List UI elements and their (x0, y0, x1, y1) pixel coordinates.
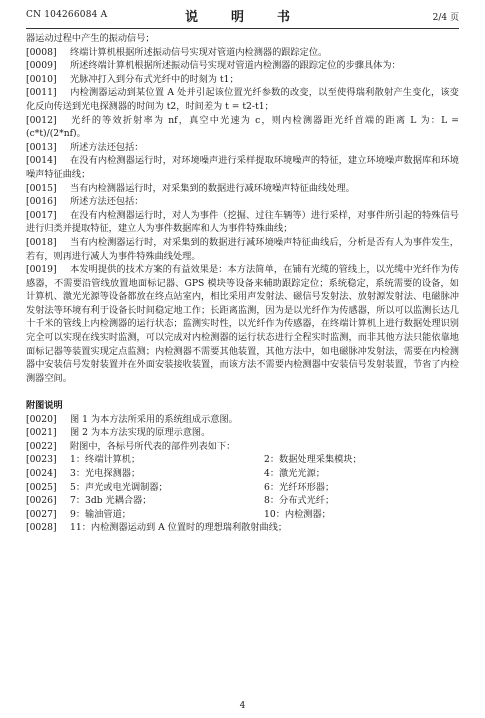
part-label: 8：分布式光纤； (264, 495, 335, 507)
part-label: 6：光纤环形器； (264, 481, 335, 493)
paragraph-number: [0009] (26, 60, 57, 72)
paragraph-text: 在没有内检测器运行时，对环境噪声进行采样提取环境噪声的特征，建立环境噪声数据库和环境噪声特征曲线； (26, 155, 459, 180)
section-gap (26, 385, 459, 399)
drawings-heading: 附图说明 (26, 400, 63, 412)
paragraph-text: 当有内检测器运行时，对采集到的数据进行减环境噪声特征曲线后，分析是否有人为事件发生，若有，则再进行减人为事件特殊曲线处理。 (26, 236, 459, 262)
paragraph-text: 所述方法还包括： (70, 141, 144, 153)
paragraph-text: 在没有内检测器运行时，对人为事件（挖掘、过往车辆等）进行采样，对事件所引起的特殊信号进行归类并提取特征，建立人为事件数据库和人为事件特殊曲线； (26, 209, 459, 235)
paragraph-number: [0019] (26, 264, 57, 276)
parts-row (26, 481, 459, 495)
part-label: 1：终端计算机； (70, 454, 141, 466)
paragraph-number: [0016] (26, 196, 57, 208)
paragraph-0022 (26, 440, 459, 454)
paragraph-text: 所述终端计算机根据所述振动信号实现对管道内检测器的跟踪定位的步骤具体为： (70, 60, 401, 72)
paragraph-number: [0014] (26, 155, 57, 167)
page-header (26, 6, 459, 28)
paragraph-number: [0013] (26, 141, 57, 153)
paragraph-number: [0012] (26, 114, 57, 126)
part-label: 9：输油管道； (70, 508, 131, 520)
paragraph-0009 (26, 59, 459, 73)
part-label: 7：3db 光耦合器； (70, 495, 152, 507)
paragraph-0015 (26, 182, 459, 196)
parts-row (26, 508, 459, 522)
paragraph-number: [0011] (26, 87, 57, 99)
paragraph-0019 (26, 263, 459, 385)
parts-row (26, 467, 459, 481)
paragraph-text: 11：内检测器运动到 A 位置时的理想瑞利散射曲线； (70, 522, 288, 534)
paragraph-0013 (26, 141, 459, 155)
page-number: 4 (239, 701, 246, 711)
paragraph-text: 光纤的等效折射率为 nf，真空中光速为 c，则内检测器距光纤首端的距离 L 为：L = (c*t)/(2*nf)。 (26, 114, 459, 140)
paragraph-number: [0022] (26, 440, 57, 452)
paragraph-number: [0027] (26, 508, 57, 520)
paragraph-number: [0021] (26, 427, 57, 439)
paragraph-0018 (26, 236, 459, 263)
part-label: 4：激光光源； (264, 468, 325, 479)
part-label: 10：内检测器； (264, 508, 331, 520)
parts-row (26, 453, 459, 467)
paragraph-text: 本发明提供的技术方案的有益效果是：本方法简单，在铺有光缆的管线上，以光缆中光纤作为传感器，不需要沿管线放置地面标记器、GPS 模块等设备来辅助跟踪定位；系统稳定，系统需要的设备，如计算机、激光光源等设备都放在终点站室内，相比采用声发射法、磁信号发射法、放射源发射法、电磁脉冲发射法等环境有利于设备长时间稳定地工作；长距离监测，因为是以光纤作为传感器，所以可以监测长达几十千米的管线上内检测器的运行状态；监测实时性，以光纤作为传感器，在终端计算机上进行数据处理识别完全可以实现在线实时监测，可以完成对内检测器的运行状态进行全程实时监测，而非其他方法只能依靠地面标记器等装置实现定点监测；内检测器不需要其他装置，其他方法中，如电磁脉冲发射法，需要在内检测器中安装信号发射装置并在外面安装接收装置，而该方法不需要内检测器中安装信号发射装置，节省了内检测器空间。 (26, 264, 459, 384)
paragraph-text: 内检测器运动到某位置 A 处并引起该位置光纤参数的改变，以至使得瑞利散射产生变化，该变化反向传送到光电探测器的时间为 t2，时间差为 t = t2-t1； (26, 87, 459, 112)
header-rule (26, 28, 459, 29)
paragraph-0011 (26, 86, 459, 113)
paragraph-number: [0024] (26, 468, 57, 479)
parts-row (26, 494, 459, 508)
paragraph-number: [0026] (26, 495, 57, 507)
paragraph-0021 (26, 426, 459, 440)
paragraph-0010 (26, 73, 459, 87)
paragraph-0014 (26, 154, 459, 181)
publication-number: CN 104266084 A (26, 10, 108, 20)
part-label: 3：光电探测器； (70, 468, 141, 479)
paragraph-0017 (26, 209, 459, 236)
paragraph-0008 (26, 46, 459, 60)
paragraph-text: 图 2 为本方法实现的原理示意图。 (70, 427, 211, 439)
paragraph-text: 当有内检测器运行时，对采集到的数据进行减环境噪声特征曲线处理。 (70, 182, 355, 194)
paragraph-0016 (26, 195, 459, 209)
paragraph-number: [0018] (26, 236, 57, 248)
part-label: 5：声光或电光调制器； (70, 481, 168, 493)
part-label: 2：数据处理采集模块； (264, 454, 362, 466)
paragraph-text: 终端计算机根据所述振动信号实现对管道内检测器的跟踪定位。 (70, 46, 328, 58)
document-body (26, 32, 459, 535)
paragraph-number: [0015] (26, 182, 57, 194)
paragraph-number: [0025] (26, 481, 57, 493)
paragraph-number: [0010] (26, 73, 57, 85)
paragraph-number: [0020] (26, 413, 57, 425)
paragraph-0012 (26, 114, 459, 141)
paragraph-0028 (26, 521, 459, 535)
paragraph-0020 (26, 413, 459, 427)
paragraph-number: [0017] (26, 209, 57, 221)
paragraph-text: 光脉冲打入到分布式光纤中的时刻为 t1； (70, 73, 239, 85)
paragraph-text: 附图中，各标号所代表的部件列表如下： (70, 440, 236, 452)
paragraph-text: 图 1 为本方法所采用的系统组成示意图。 (70, 413, 238, 425)
paragraph-text: 所述方法还包括： (70, 196, 144, 208)
paragraph-number: [0008] (26, 46, 57, 58)
paragraph-number: [0028] (26, 522, 57, 534)
paragraph-number: [0023] (26, 454, 57, 466)
continuation-line: 器运动过程中产生的振动信号； (26, 33, 155, 44)
document-title: 说 明 书 (184, 10, 300, 25)
page-count: 2/4 页 (432, 13, 459, 23)
